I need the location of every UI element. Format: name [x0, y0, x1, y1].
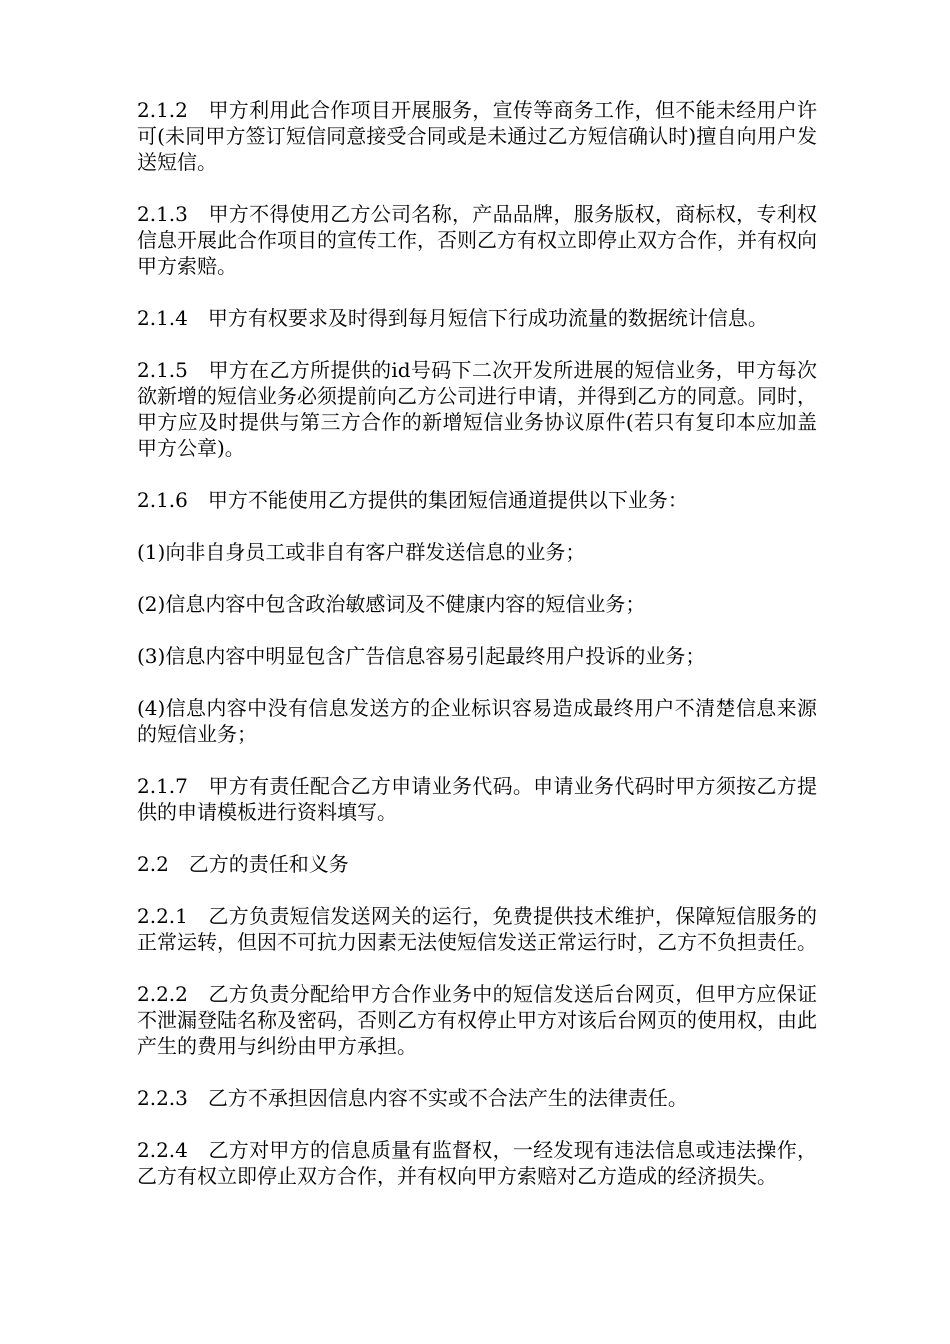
document-body: [137, 97, 817, 1215]
clause-2-1-4: 2.1.4 甲方有权要求及时得到每月短信下行成功流量的数据统计信息。: [137, 306, 768, 330]
clause-2-1-5: 2.1.5 甲方在乙方所提供的id号码下二次开发所进展的短信业务，甲方每次欲新增的短信业务必须提前向乙方公司进行申请，并得到乙方的同意。同时，甲方应及时提供与第三方合作的新增短信业务协议原件(若只有复印本应加盖甲方公章)。: [137, 358, 817, 460]
clause-2-2-3: 2.2.3 乙方不承担因信息内容不实或不合法产生的法律责任。: [137, 1086, 688, 1110]
clause-2-1-6: 2.1.6 甲方不能使用乙方提供的集团短信通道提供以下业务：: [137, 488, 688, 512]
list-item-3: (3)信息内容中明显包含广告信息容易引起最终用户投诉的业务；: [137, 644, 706, 668]
clause-2-2-1: 2.2.1 乙方负责短信发送网关的运行，免费提供技术维护，保障短信服务的正常运转，但因不可抗力因素无法使短信发送正常运行时，乙方不负担责任。: [137, 904, 817, 954]
clause-2-1-2: 2.1.2 甲方利用此合作项目开展服务，宣传等商务工作，但不能未经用户许可(未同甲方签订短信同意接受合同或是未通过乙方短信确认时)擅自向用户发送短信。: [137, 98, 817, 174]
clause-2-1-3: 2.1.3 甲方不得使用乙方公司名称，产品品牌，服务版权，商标权，专利权信息开展此合作项目的宣传工作，否则乙方有权立即停止双方合作，并有权向甲方索赔。: [137, 202, 817, 278]
list-item-2: (2)信息内容中包含政治敏感词及不健康内容的短信业务；: [137, 592, 646, 616]
clause-2-2-4: 2.2.4 乙方对甲方的信息质量有监督权，一经发现有违法信息或违法操作，乙方有权立即停止双方合作，并有权向甲方索赔对乙方造成的经济损失。: [137, 1138, 817, 1188]
list-item-4: (4)信息内容中没有信息发送方的企业标识容易造成最终用户不清楚信息来源的短信业务；: [137, 696, 817, 746]
clause-2-1-7: 2.1.7 甲方有责任配合乙方申请业务代码。申请业务代码时甲方须按乙方提供的申请模板进行资料填写。: [137, 774, 817, 824]
section-heading-2-2: 2.2 乙方的责任和义务: [137, 852, 349, 876]
clause-2-2-2: 2.2.2 乙方负责分配给甲方合作业务中的短信发送后台网页，但甲方应保证不泄漏登陆名称及密码，否则乙方有权停止甲方对该后台网页的使用权，由此产生的费用与纠纷由甲方承担。: [137, 982, 817, 1058]
list-item-1: (1)向非自身员工或非自有客户群发送信息的业务；: [137, 540, 586, 564]
